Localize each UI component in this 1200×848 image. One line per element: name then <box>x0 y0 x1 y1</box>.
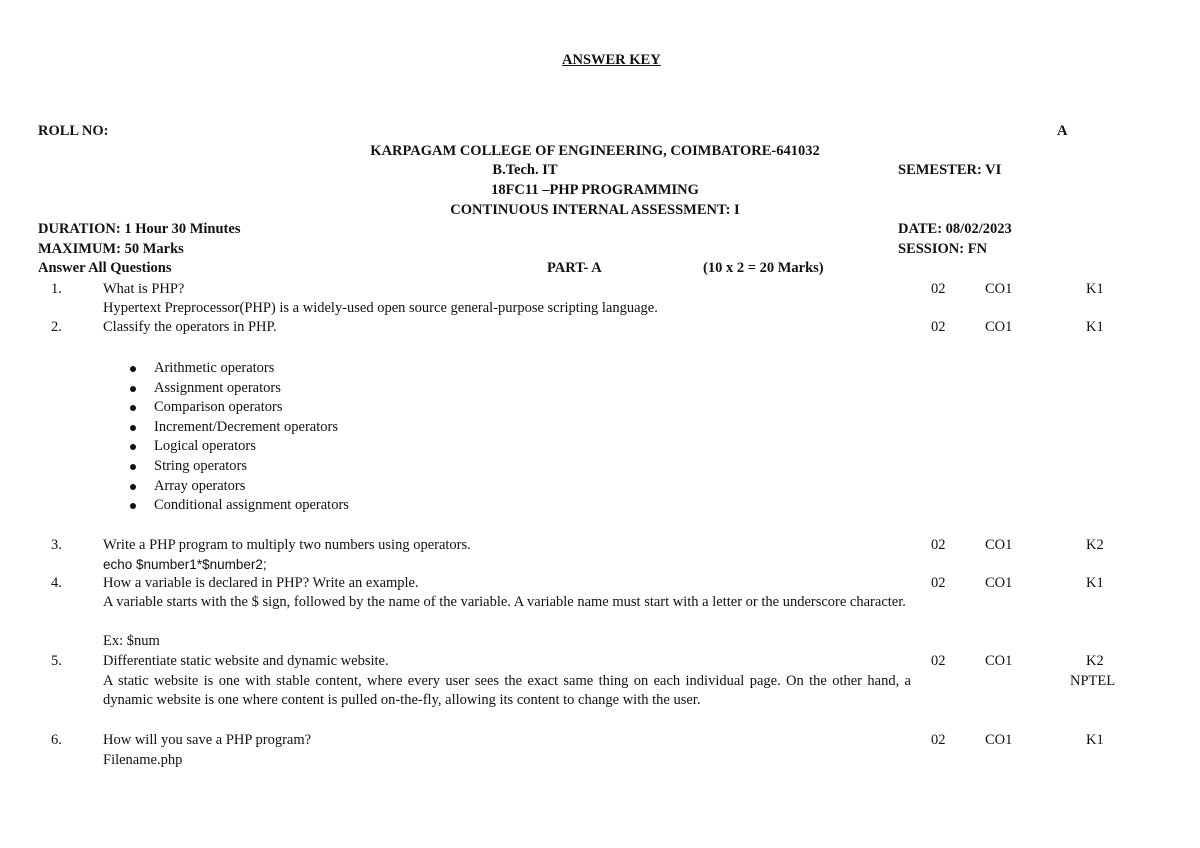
answer-code: echo $number1*$number2; <box>103 557 267 572</box>
list-item: Comparison operators <box>130 398 349 418</box>
question-text: Write a PHP program to multiply two numbers using operators. <box>103 537 471 553</box>
question-marks: 02 <box>931 653 946 669</box>
session-label: SESSION: FN <box>898 241 988 257</box>
bullet-icon <box>130 503 136 509</box>
maximum-marks-label: MAXIMUM: 50 Marks <box>38 241 184 257</box>
list-item: Logical operators <box>130 437 349 457</box>
operator-list <box>130 359 349 516</box>
instruction-label: Answer All Questions <box>38 260 172 276</box>
question-co: CO1 <box>985 281 1013 297</box>
bullet-icon <box>130 425 136 431</box>
question-k-level: K1 <box>1086 575 1104 591</box>
semester-label: SEMESTER: VI <box>898 162 1002 178</box>
list-item: Assignment operators <box>130 379 349 399</box>
question-marks: 02 <box>931 281 946 297</box>
question-k-level: K1 <box>1086 319 1104 335</box>
question-number: 5. <box>51 653 62 669</box>
question-text: Differentiate static website and dynamic website. <box>103 653 389 669</box>
answer-text: Hypertext Preprocessor(PHP) is a widely-used open source general-purpose scripting language. <box>103 300 658 316</box>
list-item: String operators <box>130 457 349 477</box>
marks-scheme-label: (10 x 2 = 20 Marks) <box>703 260 824 276</box>
question-k-level: K1 <box>1086 732 1104 748</box>
question-number: 4. <box>51 575 62 591</box>
college-name: KARPAGAM COLLEGE OF ENGINEERING, COIMBATORE-641032 <box>370 143 820 159</box>
list-item: Array operators <box>130 477 349 497</box>
question-number: 6. <box>51 732 62 748</box>
answer-text: A variable starts with the $ sign, followed by the name of the variable. A variable name must start with a letter or the underscore character. <box>103 594 906 610</box>
question-set: A <box>1057 123 1068 139</box>
page-title: ANSWER KEY <box>562 52 661 68</box>
question-marks: 02 <box>931 732 946 748</box>
date-label: DATE: 08/02/2023 <box>898 221 1012 237</box>
question-k-level: K2 <box>1086 653 1104 669</box>
question-co: CO1 <box>985 575 1013 591</box>
question-text: What is PHP? <box>103 281 185 297</box>
question-number: 3. <box>51 537 62 553</box>
question-marks: 02 <box>931 537 946 553</box>
bullet-icon <box>130 444 136 450</box>
question-k-level: K1 <box>1086 281 1104 297</box>
question-number: 2. <box>51 319 62 335</box>
program-name: B.Tech. IT <box>492 162 558 178</box>
duration-label: DURATION: 1 Hour 30 Minutes <box>38 221 241 237</box>
question-marks: 02 <box>931 319 946 335</box>
bullet-icon <box>130 484 136 490</box>
question-co: CO1 <box>985 537 1013 553</box>
list-item: Increment/Decrement operators <box>130 418 349 438</box>
part-label: PART- A <box>547 260 602 276</box>
answer-example: Ex: $num <box>103 633 160 649</box>
bullet-icon <box>130 366 136 372</box>
question-co: CO1 <box>985 319 1013 335</box>
bullet-icon <box>130 405 136 411</box>
question-text: How a variable is declared in PHP? Write an example. <box>103 575 419 591</box>
question-text: Classify the operators in PHP. <box>103 319 277 335</box>
bullet-icon <box>130 386 136 392</box>
question-marks: 02 <box>931 575 946 591</box>
course-name: 18FC11 –PHP PROGRAMMING <box>491 182 699 198</box>
exam-name: CONTINUOUS INTERNAL ASSESSMENT: I <box>450 202 740 218</box>
question-co: CO1 <box>985 732 1013 748</box>
question-number: 1. <box>51 281 62 297</box>
bullet-icon <box>130 464 136 470</box>
list-item: Conditional assignment operators <box>130 496 349 516</box>
question-k-level: K2 <box>1086 537 1104 553</box>
answer-text: A static website is one with stable content, where every user sees the exact same thing on each individual page. On the other hand, a dynamic website is one where content is pulled on-the-fly, allowing its content to change with the user. <box>103 673 911 708</box>
question-co: CO1 <box>985 653 1013 669</box>
list-item: Arithmetic operators <box>130 359 349 379</box>
answer-text: Filename.php <box>103 752 183 768</box>
question-source: NPTEL <box>1070 673 1116 689</box>
roll-no-label: ROLL NO: <box>38 123 109 139</box>
question-text: How will you save a PHP program? <box>103 732 312 748</box>
